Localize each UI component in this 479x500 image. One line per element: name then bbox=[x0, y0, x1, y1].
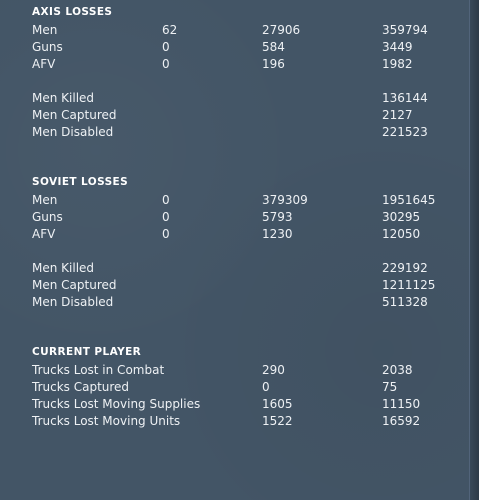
period-value: 584 bbox=[262, 40, 285, 54]
total-value: 359794 bbox=[382, 23, 428, 37]
row-label: Men Disabled bbox=[32, 125, 114, 139]
row-label: Men Killed bbox=[32, 261, 95, 275]
period-value: 27906 bbox=[262, 23, 301, 37]
total-value: 1982 bbox=[382, 57, 413, 71]
trucks-lost-combat-row bbox=[32, 362, 452, 379]
total-value: 16592 bbox=[382, 414, 421, 428]
row-label: AFV bbox=[32, 57, 56, 71]
axis-afv-row bbox=[32, 56, 452, 73]
turn-value: 0 bbox=[162, 40, 170, 54]
section-title: CURRENT PLAYER bbox=[32, 346, 142, 358]
total-value: 229192 bbox=[382, 261, 428, 275]
total-value: 221523 bbox=[382, 125, 428, 139]
soviet-guns-row bbox=[32, 209, 452, 226]
total-value: 12050 bbox=[382, 227, 421, 241]
row-label: Men bbox=[32, 193, 58, 207]
row-label: Men Disabled bbox=[32, 295, 114, 309]
soviet-afv-row bbox=[32, 226, 452, 243]
spacer bbox=[32, 243, 452, 260]
period-value: 5793 bbox=[262, 210, 293, 224]
row-label: Men Captured bbox=[32, 108, 117, 122]
axis-men-row bbox=[32, 22, 452, 39]
soviet-men-captured-row bbox=[32, 277, 452, 294]
axis-losses-section bbox=[32, 5, 452, 141]
row-label: Men Captured bbox=[32, 278, 117, 292]
period-value: 0 bbox=[262, 380, 270, 394]
total-value: 11150 bbox=[382, 397, 421, 411]
total-value: 3449 bbox=[382, 40, 413, 54]
section-title: SOVIET LOSSES bbox=[32, 176, 129, 188]
axis-guns-row bbox=[32, 39, 452, 56]
period-value: 1522 bbox=[262, 414, 293, 428]
total-value: 511328 bbox=[382, 295, 428, 309]
soviet-men-row bbox=[32, 192, 452, 209]
turn-value: 0 bbox=[162, 57, 170, 71]
trucks-captured-row bbox=[32, 379, 452, 396]
axis-men-captured-row bbox=[32, 107, 452, 124]
axis-men-killed-row bbox=[32, 90, 452, 107]
row-label: AFV bbox=[32, 227, 56, 241]
total-value: 1211125 bbox=[382, 278, 436, 292]
soviet-losses-section bbox=[32, 175, 452, 311]
total-value: 136144 bbox=[382, 91, 428, 105]
turn-value: 0 bbox=[162, 210, 170, 224]
soviet-men-killed-row bbox=[32, 260, 452, 277]
period-value: 379309 bbox=[262, 193, 308, 207]
axis-men-disabled-row bbox=[32, 124, 452, 141]
row-label: Trucks Lost Moving Supplies bbox=[32, 397, 201, 411]
section-title: AXIS LOSSES bbox=[32, 6, 113, 18]
total-value: 75 bbox=[382, 380, 398, 394]
scroll-track[interactable] bbox=[469, 0, 479, 500]
spacer bbox=[32, 73, 452, 90]
row-label: Trucks Lost in Combat bbox=[32, 363, 165, 377]
turn-value: 0 bbox=[162, 193, 170, 207]
row-label: Guns bbox=[32, 40, 63, 54]
period-value: 1605 bbox=[262, 397, 293, 411]
soviet-men-disabled-row bbox=[32, 294, 452, 311]
row-label: Men Killed bbox=[32, 91, 95, 105]
total-value: 1951645 bbox=[382, 193, 436, 207]
period-value: 1230 bbox=[262, 227, 293, 241]
current-player-section bbox=[32, 345, 452, 430]
total-value: 2127 bbox=[382, 108, 413, 122]
total-value: 2038 bbox=[382, 363, 413, 377]
trucks-lost-supplies-row bbox=[32, 396, 452, 413]
period-value: 290 bbox=[262, 363, 285, 377]
turn-value: 62 bbox=[162, 23, 178, 37]
row-label: Men bbox=[32, 23, 58, 37]
trucks-lost-units-row bbox=[32, 413, 452, 430]
row-label: Guns bbox=[32, 210, 63, 224]
row-label: Trucks Captured bbox=[32, 380, 130, 394]
total-value: 30295 bbox=[382, 210, 421, 224]
period-value: 196 bbox=[262, 57, 285, 71]
row-label: Trucks Lost Moving Units bbox=[32, 414, 181, 428]
turn-value: 0 bbox=[162, 227, 170, 241]
